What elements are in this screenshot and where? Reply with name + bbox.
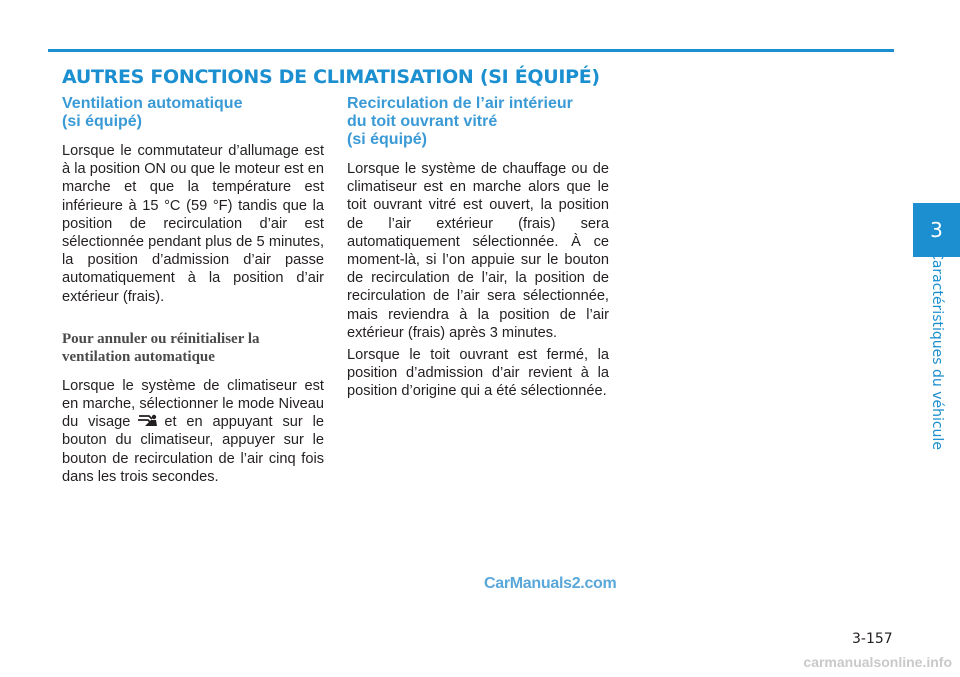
auto-ventilation-paragraph: Lorsque le commutateur d’allumage est à la position ON ou que le moteur est en marche et que la température est inférieure à 15 °C (59 °F) tandis que la position de recirculation d’air est sélectionnée pendant plus de 5 minutes, la position d’admission d’air passe automatiquement à la position d’air extérieur (frais).	[62, 143, 324, 305]
top-rule	[48, 49, 894, 52]
site-watermark[interactable]: carmanualsonline.info	[803, 654, 952, 670]
heading-line: du toit ouvrant vitré	[347, 113, 498, 130]
cancel-reset-paragraph	[62, 377, 324, 486]
heading-line: Ventilation automatique	[62, 95, 243, 112]
subheading-line: ventilation automatique	[62, 348, 215, 365]
chapter-title: Caractéristiques du véhicule	[929, 250, 945, 450]
heading-line: Recirculation de l’air intérieur	[347, 95, 573, 112]
page-number: 3-157	[852, 631, 893, 647]
watermark[interactable]: CarManuals2.com	[484, 575, 617, 592]
paragraph-text-after-icon: et en appuyant sur le bouton du climatiseur, appuyer sur le bouton de recirculation de l’air cinq fois dans les trois secondes.	[62, 414, 324, 485]
right-column	[347, 95, 609, 401]
section-title: AUTRES FONCTIONS DE CLIMATISATION (SI ÉQUIPÉ)	[62, 66, 600, 88]
subheading-line: Pour annuler ou réinitialiser la	[62, 330, 260, 347]
face-level-vent-icon	[136, 414, 158, 428]
auto-ventilation-heading	[62, 95, 324, 131]
chapter-tab: 3	[913, 203, 960, 257]
paragraph-text-before-icon: Lorsque le système de climatiseur est en marche, sélectionner le mode Niveau du visage	[62, 377, 324, 431]
left-column	[62, 95, 324, 486]
sunroof-closed-paragraph: Lorsque le toit ouvrant est fermé, la position d’admission d’air revient à la position d’origine qui a été sélectionnée.	[347, 347, 609, 400]
heading-line: (si équipé)	[62, 113, 143, 130]
cancel-reset-subheading	[62, 330, 324, 366]
heading-line: (si équipé)	[347, 131, 428, 148]
sunroof-recirculation-heading	[347, 95, 609, 149]
sunroof-recirculation-paragraph: Lorsque le système de chauffage ou de climatiseur est en marche alors que le toit ouvrant vitré est ouvert, la position de l’air extérieur (frais) sera automatiquement sélectionnée. À ce moment-là, si l’on appuie sur le bouton de recirculation de l’air, la position de recirculation de l’air sera sélectionnée, mais reviendra à la position de l’air extérieur (frais) après 3 minutes.	[347, 161, 609, 341]
